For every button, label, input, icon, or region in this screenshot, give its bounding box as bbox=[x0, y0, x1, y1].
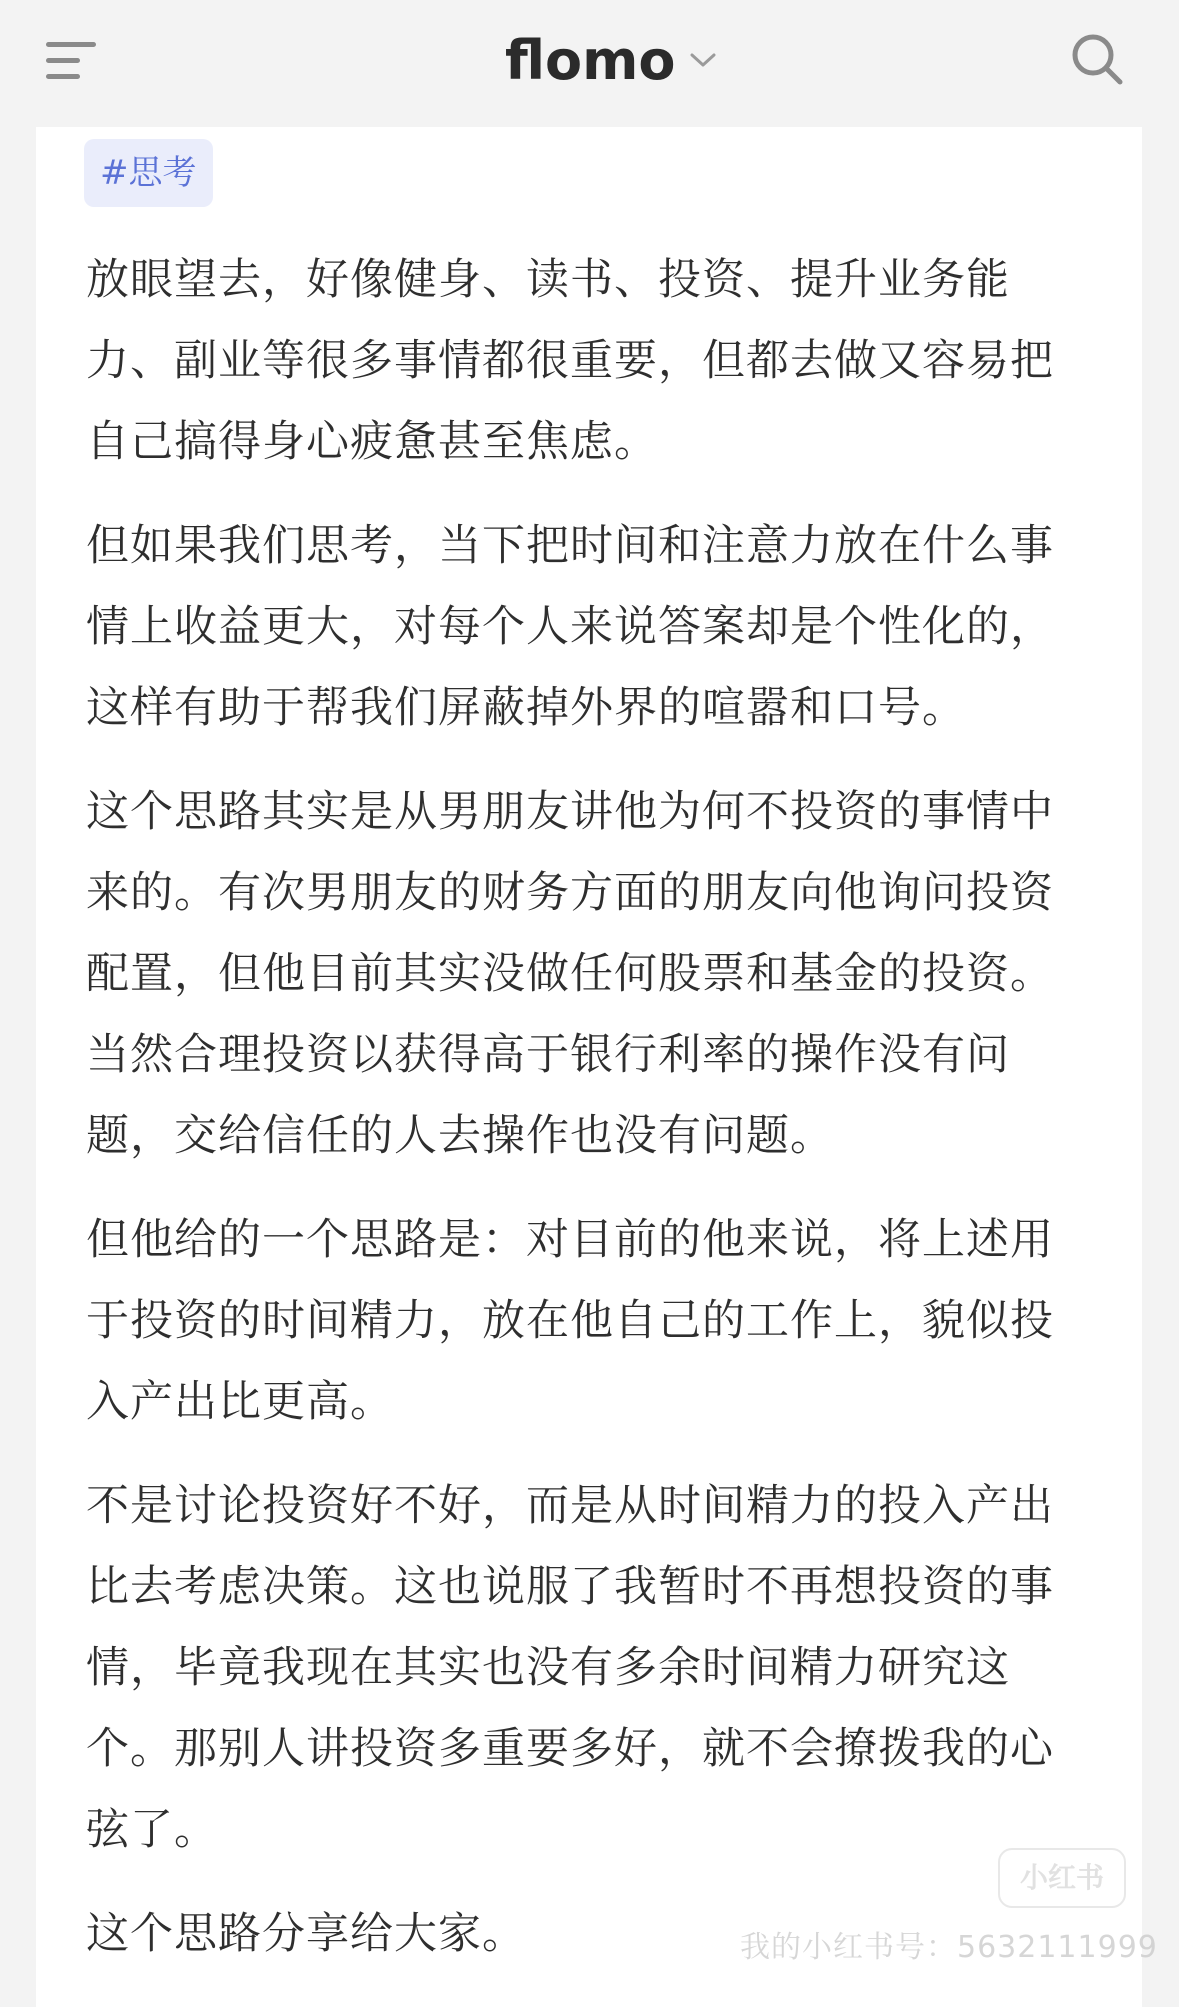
chevron-down-icon bbox=[690, 52, 716, 72]
top-bar bbox=[0, 0, 1179, 127]
memo-card bbox=[36, 127, 1142, 2007]
memo-paragraph: 但如果我们思考，当下把时间和注意力放在什么事情上收益更大，对每个人来说答案却是个性化的，这样有助于帮我们屏蔽掉外界的喧嚣和口号。 bbox=[86, 521, 1054, 733]
memo-paragraph: 这个思路分享给大家。 bbox=[86, 1909, 526, 1959]
watermark-logo: 小红书 bbox=[998, 1848, 1126, 1908]
tag-chip[interactable]: #思考 bbox=[84, 139, 213, 207]
memo-paragraph: 这个思路其实是从男朋友讲他为何不投资的事情中来的。有次男朋友的财务方面的朋友向他询问投资配置，但他目前其实没做任何股票和基金的投资。当然合理投资以获得高于银行利率的操作没有问题，交给信任的人去操作也没有问题。 bbox=[86, 787, 1054, 1161]
workspace-switcher[interactable] bbox=[505, 20, 716, 100]
memo-paragraph: 但他给的一个思路是：对目前的他来说，将上述用于投资的时间精力，放在他自己的工作上，貌似投入产出比更高。 bbox=[86, 1215, 1054, 1427]
app-title: flomo bbox=[505, 28, 676, 92]
search-icon[interactable] bbox=[1068, 30, 1128, 90]
memo-paragraph: 放眼望去，好像健身、读书、投资、提升业务能力、副业等很多事情都很重要，但都去做又容易把自己搞得身心疲惫甚至焦虑。 bbox=[86, 255, 1054, 467]
memo-paragraph: 不是讨论投资好不好，而是从时间精力的投入产出比去考虑决策。这也说服了我暂时不再想投资的事情，毕竟我现在其实也没有多余时间精力研究这个。那别人讲投资多重要多好，就不会撩拨我的心弦了。 bbox=[86, 1481, 1054, 1855]
memo-content bbox=[86, 240, 1086, 1998]
hamburger-menu-icon[interactable] bbox=[46, 42, 98, 80]
watermark-text: 我的小红书号：5632111999 bbox=[740, 1930, 1158, 1965]
